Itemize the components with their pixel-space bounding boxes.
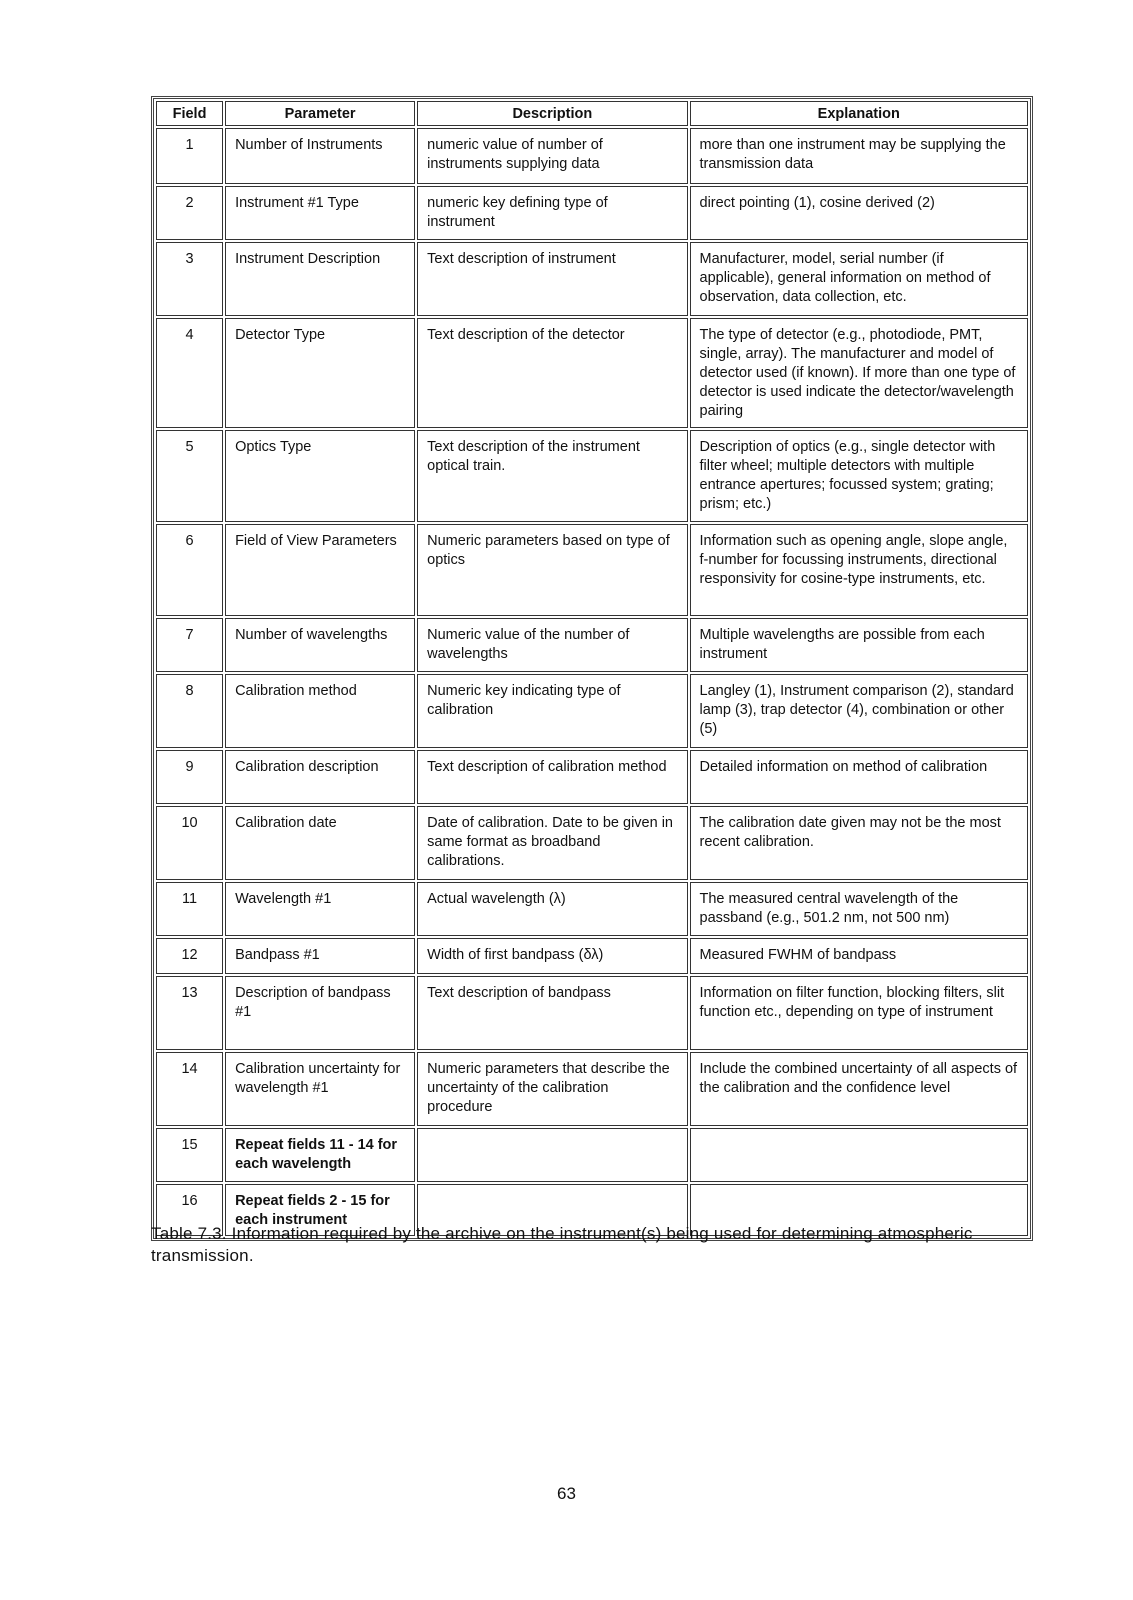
table-row — [156, 750, 1028, 804]
cell-explanation: Manufacturer, model, serial number (if applicable), general information on method of observation, data collection, etc. — [690, 242, 1029, 316]
cell-description: Date of calibration. Date to be given in same format as broadband calibrations. — [417, 806, 687, 880]
table-header-row — [156, 101, 1028, 126]
cell-explanation: Multiple wavelengths are possible from each instrument — [690, 618, 1029, 672]
table-row — [156, 806, 1028, 880]
cell-field: 11 — [156, 882, 223, 936]
cell-field: 3 — [156, 242, 223, 316]
cell-field: 7 — [156, 618, 223, 672]
cell-parameter: Bandpass #1 — [225, 938, 415, 974]
table-row — [156, 674, 1028, 748]
cell-field: 5 — [156, 430, 223, 522]
cell-description: numeric key defining type of instrument — [417, 186, 687, 240]
page-number: 63 — [557, 1484, 576, 1503]
cell-explanation: Include the combined uncertainty of all aspects of the calibration and the confidence level — [690, 1052, 1029, 1126]
table-row — [156, 1128, 1028, 1182]
cell-parameter: Field of View Parameters — [225, 524, 415, 616]
cell-description: Numeric parameters that describe the uncertainty of the calibration procedure — [417, 1052, 687, 1126]
cell-parameter: Calibration description — [225, 750, 415, 804]
cell-explanation: The type of detector (e.g., photodiode, PMT, single, array). The manufacturer and model of detector used (if known). If more than one type of detector is used indicate the detector/wavelength pairing — [690, 318, 1029, 428]
cell-field: 6 — [156, 524, 223, 616]
cell-field: 13 — [156, 976, 223, 1050]
cell-explanation: Detailed information on method of calibration — [690, 750, 1029, 804]
cell-description: Text description of the detector — [417, 318, 687, 428]
cell-parameter: Wavelength #1 — [225, 882, 415, 936]
cell-description: Numeric value of the number of wavelengths — [417, 618, 687, 672]
instrument-table — [151, 96, 1033, 1241]
cell-explanation: Information on filter function, blocking filters, slit function etc., depending on type of instrument — [690, 976, 1029, 1050]
cell-explanation: direct pointing (1), cosine derived (2) — [690, 186, 1029, 240]
cell-field: 9 — [156, 750, 223, 804]
table-row — [156, 976, 1028, 1050]
cell-field: 14 — [156, 1052, 223, 1126]
cell-field: 10 — [156, 806, 223, 880]
cell-description: Actual wavelength (λ) — [417, 882, 687, 936]
table-row — [156, 128, 1028, 184]
table-row — [156, 524, 1028, 616]
cell-parameter: Number of Instruments — [225, 128, 415, 184]
cell-explanation: Information such as opening angle, slope angle, f-number for focussing instruments, directional responsivity for cosine-type instruments, etc. — [690, 524, 1029, 616]
cell-parameter: Calibration method — [225, 674, 415, 748]
instrument-table-grid — [154, 99, 1030, 1238]
cell-explanation: Measured FWHM of bandpass — [690, 938, 1029, 974]
cell-description: Numeric key indicating type of calibration — [417, 674, 687, 748]
cell-description — [417, 1128, 687, 1182]
table-row — [156, 242, 1028, 316]
cell-explanation — [690, 1128, 1029, 1182]
cell-description: Numeric parameters based on type of optics — [417, 524, 687, 616]
cell-explanation: more than one instrument may be supplying the transmission data — [690, 128, 1029, 184]
cell-parameter: Instrument Description — [225, 242, 415, 316]
cell-description: Width of first bandpass (δλ) — [417, 938, 687, 974]
cell-parameter: Optics Type — [225, 430, 415, 522]
cell-parameter: Repeat fields 11 - 14 for each wavelength — [225, 1128, 415, 1182]
cell-description: Text description of instrument — [417, 242, 687, 316]
header-explanation: Explanation — [690, 101, 1029, 126]
cell-field: 15 — [156, 1128, 223, 1182]
cell-field: 1 — [156, 128, 223, 184]
cell-explanation: Description of optics (e.g., single detector with filter wheel; multiple detectors with multiple entrance apertures; focussed system; grating; prism; etc.) — [690, 430, 1029, 522]
table-row — [156, 618, 1028, 672]
cell-field: 16 — [156, 1184, 223, 1236]
cell-parameter: Calibration date — [225, 806, 415, 880]
cell-parameter: Instrument #1 Type — [225, 186, 415, 240]
cell-parameter: Detector Type — [225, 318, 415, 428]
header-field: Field — [156, 101, 223, 126]
cell-description: numeric value of number of instruments supplying data — [417, 128, 687, 184]
cell-explanation: Langley (1), Instrument comparison (2), standard lamp (3), trap detector (4), combination or other (5) — [690, 674, 1029, 748]
cell-explanation: The measured central wavelength of the passband (e.g., 501.2 nm, not 500 nm) — [690, 882, 1029, 936]
cell-field: 12 — [156, 938, 223, 974]
table-caption: Table 7.3. Information required by the archive on the instrument(s) being used for determining atmospheric transmission. — [151, 1224, 973, 1265]
cell-parameter: Repeat fields 2 - 15 for each instrument — [225, 1184, 415, 1236]
cell-field: 4 — [156, 318, 223, 428]
cell-parameter: Number of wavelengths — [225, 618, 415, 672]
table-row — [156, 938, 1028, 974]
cell-parameter: Calibration uncertainty for wavelength #1 — [225, 1052, 415, 1126]
header-description: Description — [417, 101, 687, 126]
table-row — [156, 318, 1028, 428]
cell-field: 2 — [156, 186, 223, 240]
table-row — [156, 1052, 1028, 1126]
table-body — [156, 128, 1028, 1236]
cell-description: Text description of bandpass — [417, 976, 687, 1050]
cell-parameter: Description of bandpass #1 — [225, 976, 415, 1050]
table-row — [156, 882, 1028, 936]
table-row — [156, 186, 1028, 240]
table-row — [156, 430, 1028, 522]
cell-description: Text description of the instrument optical train. — [417, 430, 687, 522]
cell-explanation: The calibration date given may not be the most recent calibration. — [690, 806, 1029, 880]
header-parameter: Parameter — [225, 101, 415, 126]
cell-description: Text description of calibration method — [417, 750, 687, 804]
cell-field: 8 — [156, 674, 223, 748]
